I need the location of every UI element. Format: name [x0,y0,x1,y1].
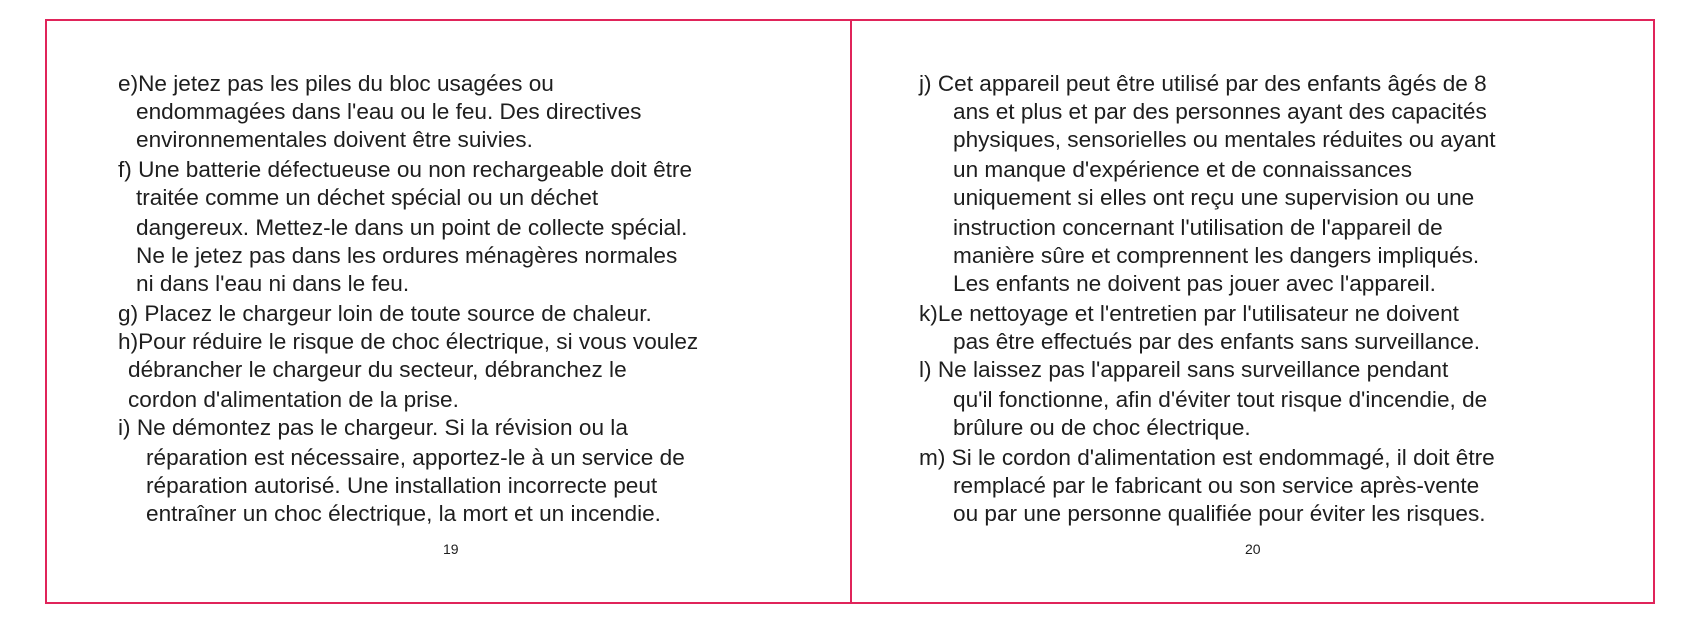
text-line: m) Si le cordon d'alimentation est endommagé, il doit être [919,445,1495,470]
text-line: instruction concernant l'utilisation de l'appareil de [953,215,1443,240]
text-line: brûlure ou de choc électrique. [953,415,1251,440]
text-line: endommagées dans l'eau ou le feu. Des directives [136,99,642,124]
text-line: Les enfants ne doivent pas jouer avec l'appareil. [953,271,1436,296]
text-line: f) Une batterie défectueuse ou non rechargeable doit être [118,157,693,182]
text-line: ou par une personne qualifiée pour éviter les risques. [953,501,1486,526]
text-line: i) Ne démontez pas le chargeur. Si la révision ou la [118,415,628,440]
text-line: l) Ne laissez pas l'appareil sans surveillance pendant [919,357,1449,382]
page-number: 19 [443,541,459,557]
text-line: ni dans l'eau ni dans le feu. [136,271,410,296]
text-line: pas être effectués par des enfants sans surveillance. [953,329,1481,354]
text-line: j) Cet appareil peut être utilisé par des enfants âgés de 8 [919,71,1487,96]
text-line: un manque d'expérience et de connaissances [953,157,1413,182]
page-number: 20 [1245,541,1261,557]
page-divider [850,19,852,604]
text-line: traitée comme un déchet spécial ou un déchet [136,185,599,210]
text-line: manière sûre et comprennent les dangers impliqués. [953,243,1480,268]
text-line: Ne le jetez pas dans les ordures ménagères normales [136,243,678,268]
text-line: dangereux. Mettez-le dans un point de collecte spécial. [136,215,688,240]
text-line: uniquement si elles ont reçu une supervision ou une [953,185,1475,210]
text-line: remplacé par le fabricant ou son service après-vente [953,473,1480,498]
text-line: réparation est nécessaire, apportez-le à un service de [146,445,685,470]
text-line: réparation autorisé. Une installation incorrecte peut [146,473,658,498]
text-line: g) Placez le chargeur loin de toute source de chaleur. [118,301,652,326]
text-line: h)Pour réduire le risque de choc électrique, si vous voulez [118,329,699,354]
text-line: débrancher le chargeur du secteur, débranchez le [128,357,627,382]
text-line: k)Le nettoyage et l'entretien par l'utilisateur ne doivent [919,301,1459,326]
text-line: environnementales doivent être suivies. [136,127,533,152]
text-line: physiques, sensorielles ou mentales réduites ou ayant [953,127,1496,152]
text-line: cordon d'alimentation de la prise. [128,387,459,412]
text-line: ans et plus et par des personnes ayant des capacités [953,99,1487,124]
text-line: e)Ne jetez pas les piles du bloc usagées ou [118,71,554,96]
text-line: qu'il fonctionne, afin d'éviter tout risque d'incendie, de [953,387,1488,412]
text-line: entraîner un choc électrique, la mort et un incendie. [146,501,661,526]
